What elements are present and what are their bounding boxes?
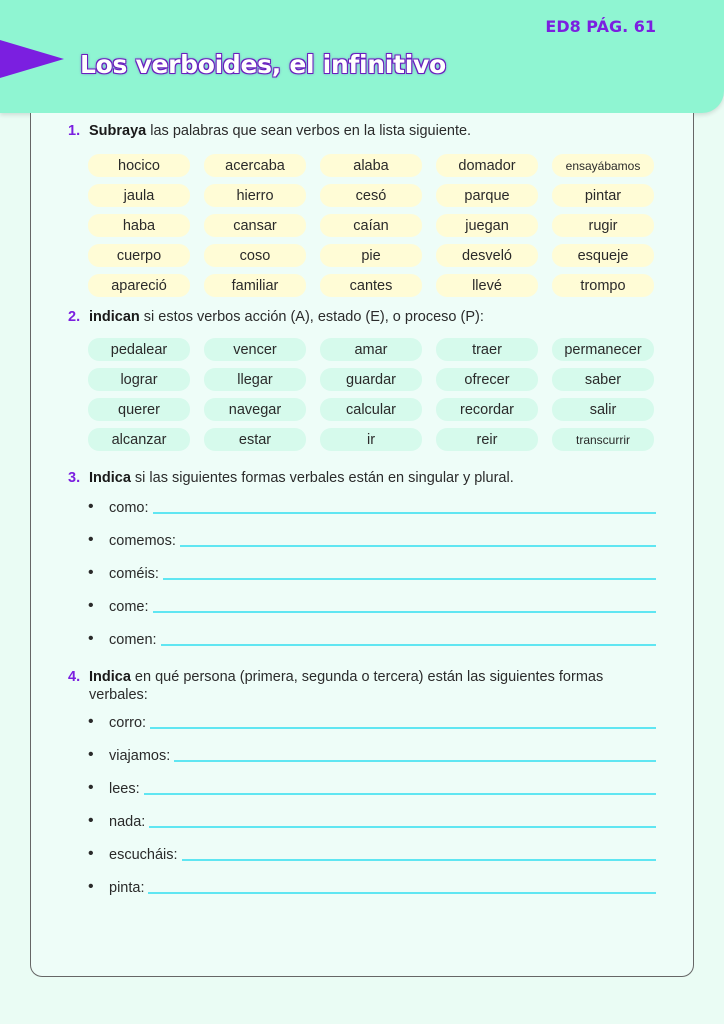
bullet-icon: • (88, 812, 94, 829)
word-cell[interactable]: guardar (320, 368, 422, 391)
answer-line[interactable] (150, 727, 656, 729)
word-cell[interactable]: alcanzar (88, 428, 190, 451)
bullet-icon: • (88, 564, 94, 581)
word-cell[interactable]: recordar (436, 398, 538, 421)
answer-item (88, 864, 656, 897)
answer-label: como: (109, 500, 149, 516)
answer-label: pinta: (109, 880, 145, 896)
answer-line[interactable] (153, 512, 657, 514)
word-cell[interactable]: acercaba (204, 154, 306, 177)
answer-line[interactable] (174, 760, 656, 762)
word-cell[interactable]: esqueje (552, 244, 654, 267)
answer-label: coméis: (109, 566, 159, 582)
answer-item (88, 699, 656, 732)
bullet-icon: • (88, 713, 94, 730)
word-cell[interactable]: pintar (552, 184, 654, 207)
answer-line[interactable] (163, 578, 656, 580)
answer-list-4 (88, 699, 656, 897)
word-cell[interactable]: llegar (204, 368, 306, 391)
word-cell[interactable]: navegar (204, 398, 306, 421)
question-keyword: Subraya (89, 123, 147, 139)
question-1 (68, 122, 656, 140)
question-2 (68, 308, 656, 326)
word-cell[interactable]: lograr (88, 368, 190, 391)
answer-list-3 (88, 484, 656, 649)
question-text: las palabras que sean verbos en la lista siguiente. (146, 123, 472, 139)
answer-line[interactable] (148, 892, 656, 894)
question-text: si estos verbos acción (A), estado (E), o proceso (P): (139, 309, 484, 325)
answer-label: come: (109, 599, 149, 615)
word-cell[interactable]: parque (436, 184, 538, 207)
word-cell[interactable]: rugir (552, 214, 654, 237)
bullet-icon: • (88, 746, 94, 763)
answer-item (88, 732, 656, 765)
word-cell[interactable]: permanecer (552, 338, 654, 361)
answer-line[interactable] (182, 859, 656, 861)
answer-label: nada: (109, 814, 146, 830)
word-cell[interactable]: calcular (320, 398, 422, 421)
word-cell[interactable]: jaula (88, 184, 190, 207)
word-cell[interactable]: amar (320, 338, 422, 361)
word-cell[interactable]: caían (320, 214, 422, 237)
word-cell[interactable]: estar (204, 428, 306, 451)
answer-line[interactable] (180, 545, 656, 547)
answer-line[interactable] (161, 644, 656, 646)
answer-label: comemos: (109, 533, 176, 549)
question-text: si las siguientes formas verbales están en singular y plural. (130, 470, 514, 486)
answer-label: corro: (109, 715, 147, 731)
answer-line[interactable] (149, 826, 656, 828)
question-number: 4. (68, 669, 81, 685)
word-cell[interactable]: ofrecer (436, 368, 538, 391)
word-cell[interactable]: familiar (204, 274, 306, 297)
question-keyword: Indica (89, 470, 131, 486)
page-title: Los verboides, el infinitivo (80, 50, 446, 79)
answer-item (88, 583, 656, 616)
word-cell[interactable]: cansar (204, 214, 306, 237)
word-cell[interactable]: domador (436, 154, 538, 177)
word-cell[interactable]: cantes (320, 274, 422, 297)
page-reference: ED8 PÁG. 61 (545, 17, 656, 36)
word-grid-1 (88, 154, 656, 297)
word-cell[interactable]: ensayábamos (552, 154, 654, 177)
question-text: en qué persona (primera, segunda o tercera) están las siguientes formas verbales: (89, 669, 604, 703)
word-cell[interactable]: desveló (436, 244, 538, 267)
word-cell[interactable]: llevé (436, 274, 538, 297)
answer-label: comen: (109, 632, 157, 648)
word-cell[interactable]: salir (552, 398, 654, 421)
bullet-icon: • (88, 531, 94, 548)
bullet-icon: • (88, 779, 94, 796)
arrow-marker-icon (0, 40, 64, 78)
answer-item (88, 798, 656, 831)
word-cell[interactable]: juegan (436, 214, 538, 237)
word-cell[interactable]: alaba (320, 154, 422, 177)
answer-item (88, 831, 656, 864)
bullet-icon: • (88, 878, 94, 895)
question-number: 2. (68, 309, 81, 325)
bullet-icon: • (88, 597, 94, 614)
word-cell[interactable]: coso (204, 244, 306, 267)
question-number: 3. (68, 470, 81, 486)
answer-label: lees: (109, 781, 140, 797)
bullet-icon: • (88, 498, 94, 515)
word-cell[interactable]: transcurrir (552, 428, 654, 451)
answer-label: viajamos: (109, 748, 171, 764)
word-cell[interactable]: apareció (88, 274, 190, 297)
answer-line[interactable] (144, 793, 656, 795)
answer-item (88, 484, 656, 517)
word-cell[interactable]: hierro (204, 184, 306, 207)
question-keyword: indican (89, 309, 140, 325)
word-cell[interactable]: pie (320, 244, 422, 267)
answer-item (88, 517, 656, 550)
answer-line[interactable] (153, 611, 657, 613)
word-cell[interactable]: haba (88, 214, 190, 237)
answer-label: escucháis: (109, 847, 178, 863)
answer-item (88, 550, 656, 583)
word-cell[interactable]: querer (88, 398, 190, 421)
answer-item (88, 765, 656, 798)
word-grid-2 (88, 338, 656, 451)
word-cell[interactable]: cuerpo (88, 244, 190, 267)
word-cell[interactable]: ir (320, 428, 422, 451)
question-number: 1. (68, 123, 81, 139)
word-cell[interactable]: hocico (88, 154, 190, 177)
word-cell[interactable]: pedalear (88, 338, 190, 361)
word-cell[interactable]: cesó (320, 184, 422, 207)
question-keyword: Indica (89, 669, 131, 685)
bullet-icon: • (88, 630, 94, 647)
page-header (0, 0, 724, 113)
bullet-icon: • (88, 845, 94, 862)
word-cell[interactable]: saber (552, 368, 654, 391)
answer-item (88, 616, 656, 649)
word-cell[interactable]: traer (436, 338, 538, 361)
word-cell[interactable]: vencer (204, 338, 306, 361)
word-cell[interactable]: trompo (552, 274, 654, 297)
word-cell[interactable]: reir (436, 428, 538, 451)
